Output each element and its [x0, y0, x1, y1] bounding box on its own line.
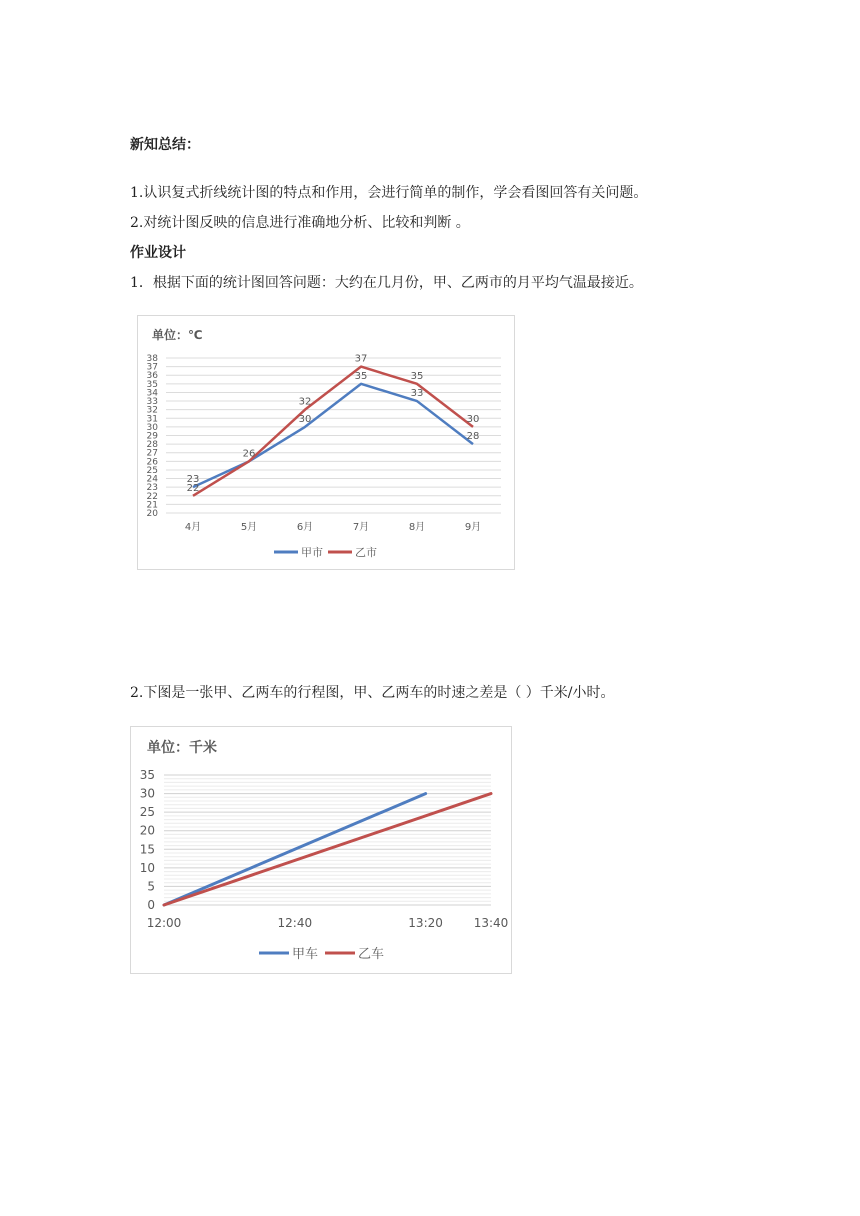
- legend-label-1: 甲市: [301, 546, 323, 559]
- chart1-unit-label: 单位：℃: [152, 328, 203, 342]
- summary-point-2: 2.对统计图反映的信息进行准确地分析、比较和判断 。: [130, 215, 470, 231]
- y-tick-label: 0: [147, 898, 155, 912]
- data-label: 35: [354, 370, 368, 382]
- data-label: 22: [186, 482, 200, 494]
- x-tick-label: 9月: [464, 522, 482, 533]
- data-label: 28: [466, 431, 480, 443]
- y-tick-label: 25: [146, 465, 158, 476]
- x-tick-label: 8月: [408, 522, 426, 533]
- summary-title: 新知总结：: [130, 137, 200, 153]
- y-tick-label: 38: [146, 354, 158, 364]
- question-1: 1．根据下面的统计图回答问题：大约在几月份，甲、乙两市的月平均气温最接近。: [130, 275, 643, 291]
- data-label: 32: [298, 396, 312, 408]
- y-tick-label: 36: [146, 371, 158, 382]
- y-tick-label: 23: [146, 483, 158, 494]
- data-label: 30: [298, 413, 312, 425]
- temperature-chart-svg: [138, 316, 514, 569]
- y-tick-label: 30: [139, 786, 155, 801]
- y-tick-label: 10: [139, 860, 155, 875]
- y-tick-label: 35: [146, 379, 158, 390]
- data-label: 37: [354, 353, 368, 365]
- legend-label-1: 甲车: [292, 947, 319, 962]
- x-tick-label: 6月: [296, 522, 314, 533]
- y-tick-label: 27: [146, 448, 158, 459]
- x-tick-label: 4月: [184, 522, 202, 533]
- x-tick-label: 13:20: [408, 916, 443, 930]
- legend-label-2: 乙市: [355, 546, 377, 559]
- data-label: 35: [410, 370, 424, 382]
- x-tick-label: 7月: [352, 522, 370, 533]
- y-tick-label: 26: [146, 457, 158, 468]
- y-tick-label: 32: [146, 405, 158, 416]
- y-tick-label: 33: [146, 397, 158, 408]
- chart2-unit-label: 单位：千米: [147, 740, 217, 756]
- y-tick-label: 28: [146, 440, 158, 451]
- y-tick-label: 21: [146, 500, 158, 511]
- question-2: 2.下图是一张甲、乙两车的行程图，甲、乙两车的时速之差是（ ）千米/小时。: [130, 685, 615, 701]
- temperature-chart: [137, 315, 515, 570]
- travel-chart: [130, 726, 512, 974]
- y-tick-label: 24: [146, 474, 158, 485]
- data-label: 33: [410, 388, 424, 400]
- y-tick-label: 20: [146, 509, 158, 519]
- y-tick-label: 29: [146, 431, 158, 442]
- y-tick-label: 20: [139, 823, 155, 838]
- data-label: 26: [242, 448, 256, 460]
- y-tick-label: 31: [146, 414, 158, 425]
- travel-chart-svg: [131, 727, 511, 973]
- y-tick-label: 30: [146, 422, 158, 433]
- x-tick-label: 13:40: [473, 916, 509, 930]
- y-tick-label: 5: [147, 879, 155, 894]
- y-tick-label: 15: [139, 842, 155, 857]
- data-label: 30: [466, 413, 480, 425]
- x-tick-label: 12:00: [146, 916, 182, 930]
- series-line-2: [193, 367, 473, 496]
- homework-title: 作业设计: [130, 245, 186, 261]
- data-label: 23: [186, 474, 200, 486]
- y-tick-label: 34: [146, 388, 158, 399]
- legend-label-2: 乙车: [358, 947, 385, 962]
- x-tick-label: 12:40: [277, 916, 313, 930]
- y-tick-label: 22: [146, 491, 158, 502]
- summary-point-1: 1.认识复式折线统计图的特点和作用，会进行简单的制作，学会看图回答有关问题。: [130, 185, 648, 201]
- y-tick-label: 37: [146, 362, 158, 373]
- y-tick-label: 35: [139, 768, 155, 782]
- y-tick-label: 25: [139, 805, 155, 820]
- x-tick-label: 5月: [240, 522, 258, 533]
